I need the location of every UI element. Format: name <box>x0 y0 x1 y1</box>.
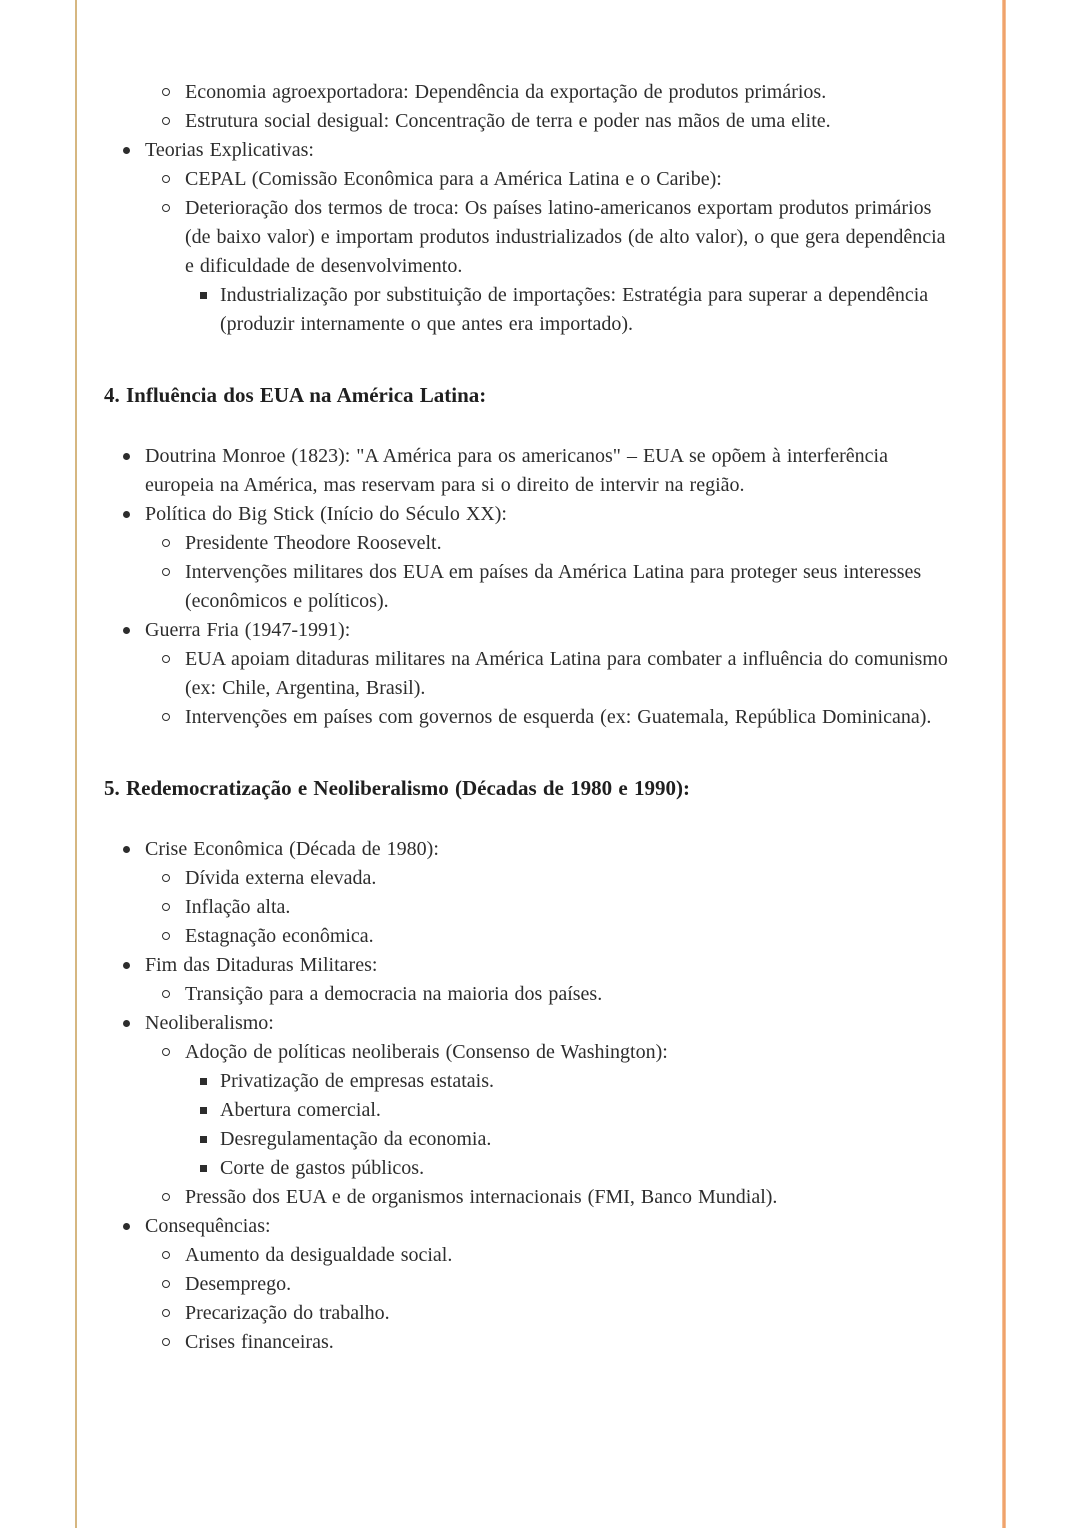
list-item-text: Intervenções militares dos EUA em países da América Latina para proteger seus interesses (econômicos e políticos). <box>185 561 922 612</box>
list-item <box>104 1183 952 1212</box>
list-item <box>104 703 952 732</box>
page-right-border-line <box>1002 0 1006 1528</box>
list-item <box>104 922 952 951</box>
bullet-square-icon <box>200 1136 207 1143</box>
bullet-disc-icon <box>123 627 130 634</box>
list-item-text: Crise Econômica (Década de 1980): <box>145 838 439 860</box>
bullet-circle-icon <box>162 1338 170 1346</box>
list-item-text: Política do Big Stick (Início do Século XX): <box>145 503 507 525</box>
bullet-circle-icon <box>162 88 170 96</box>
bullet-circle-icon <box>162 1251 170 1259</box>
list-item-text: Pressão dos EUA e de organismos internacionais (FMI, Banco Mundial). <box>185 1186 778 1208</box>
list-item-text: Crises financeiras. <box>185 1331 334 1353</box>
bullet-disc-icon <box>123 147 130 154</box>
bullet-disc-icon <box>123 962 130 969</box>
list-item-text: Estrutura social desigual: Concentração de terra e poder nas mãos de uma elite. <box>185 110 831 132</box>
section-heading-5: 5. Redemocratização e Neoliberalismo (Décadas de 1980 e 1990): <box>104 776 690 800</box>
list-item-text: CEPAL (Comissão Econômica para a América Latina e o Caribe): <box>185 168 722 190</box>
page-left-border-line <box>75 0 77 1528</box>
list-item-text: EUA apoiam ditaduras militares na América Latina para combater a influência do comunismo (ex: Chile, Argentina, Brasil). <box>185 648 948 699</box>
list-item-text: Teorias Explicativas: <box>145 139 314 161</box>
list-item <box>104 529 952 558</box>
list-item <box>104 1038 952 1067</box>
list-item <box>104 616 952 645</box>
list-item <box>104 864 952 893</box>
list-item-text: Intervenções em países com governos de esquerda (ex: Guatemala, República Dominicana). <box>185 706 932 728</box>
list-item-text: Estagnação econômica. <box>185 925 374 947</box>
bullet-circle-icon <box>162 990 170 998</box>
list-item <box>104 194 952 281</box>
list-item <box>104 1212 952 1241</box>
list-item <box>104 1328 952 1357</box>
bullet-circle-icon <box>162 175 170 183</box>
list-item <box>104 165 952 194</box>
list-item-text: Desregulamentação da economia. <box>220 1128 492 1150</box>
list-item <box>104 1096 952 1125</box>
bullet-circle-icon <box>162 655 170 663</box>
list-item <box>104 1241 952 1270</box>
list-item <box>104 645 952 703</box>
bullet-circle-icon <box>162 713 170 721</box>
list-item <box>104 281 952 339</box>
list-item-text: Transição para a democracia na maioria dos países. <box>185 983 603 1005</box>
list-item-text: Fim das Ditaduras Militares: <box>145 954 378 976</box>
bullet-circle-icon <box>162 903 170 911</box>
document-content <box>104 78 952 1357</box>
section-heading-4: 4. Influência dos EUA na América Latina: <box>104 383 487 407</box>
list-item <box>104 1009 952 1038</box>
bullet-square-icon <box>200 292 207 299</box>
bullet-circle-icon <box>162 117 170 125</box>
bullet-disc-icon <box>123 1020 130 1027</box>
list-item-text: Desemprego. <box>185 1273 292 1295</box>
list-item-text: Aumento da desigualdade social. <box>185 1244 453 1266</box>
list-item <box>104 442 952 500</box>
list-item <box>104 835 952 864</box>
bullet-square-icon <box>200 1107 207 1114</box>
list-item <box>104 500 952 529</box>
list-item-text: Deterioração dos termos de troca: Os países latino-americanos exportam produtos primários (de baixo valor) e importam produtos industrializados (de alto valor), o que gera dependência e dificuldade de desenvolvimento. <box>185 197 946 277</box>
list-item <box>104 78 952 107</box>
list-item <box>104 136 952 165</box>
list-item <box>104 951 952 980</box>
list-item-text: Privatização de empresas estatais. <box>220 1070 494 1092</box>
bullet-circle-icon <box>162 874 170 882</box>
list-item <box>104 1270 952 1299</box>
list-item <box>104 1067 952 1096</box>
bullet-circle-icon <box>162 1280 170 1288</box>
bullet-disc-icon <box>123 1223 130 1230</box>
list-item-text: Presidente Theodore Roosevelt. <box>185 532 442 554</box>
bullet-disc-icon <box>123 846 130 853</box>
list-item-text: Industrialização por substituição de importações: Estratégia para superar a dependência (produzir internamente o que antes era importado). <box>220 284 929 335</box>
list-item-text: Corte de gastos públicos. <box>220 1157 425 1179</box>
list-item-text: Precarização do trabalho. <box>185 1302 390 1324</box>
bullet-circle-icon <box>162 1048 170 1056</box>
bullet-circle-icon <box>162 932 170 940</box>
bullet-circle-icon <box>162 1309 170 1317</box>
list-item <box>104 980 952 1009</box>
list-item-text: Economia agroexportadora: Dependência da exportação de produtos primários. <box>185 81 827 103</box>
list-item <box>104 1299 952 1328</box>
bullet-circle-icon <box>162 204 170 212</box>
list-item-text: Inflação alta. <box>185 896 291 918</box>
list-item-text: Consequências: <box>145 1215 271 1237</box>
list-item-text: Doutrina Monroe (1823): "A América para os americanos" – EUA se opõem à interferência europeia na América, mas reservam para si o direito de intervir na região. <box>145 445 888 496</box>
list-item-text: Guerra Fria (1947-1991): <box>145 619 351 641</box>
list-item <box>104 893 952 922</box>
bullet-circle-icon <box>162 1193 170 1201</box>
bullet-disc-icon <box>123 453 130 460</box>
list-item <box>104 1154 952 1183</box>
list-item <box>104 107 952 136</box>
list-item-text: Neoliberalismo: <box>145 1012 274 1034</box>
bullet-square-icon <box>200 1165 207 1172</box>
list-item <box>104 558 952 616</box>
list-item-text: Dívida externa elevada. <box>185 867 377 889</box>
list-item-text: Adoção de políticas neoliberais (Consenso de Washington): <box>185 1041 668 1063</box>
bullet-disc-icon <box>123 511 130 518</box>
bullet-circle-icon <box>162 568 170 576</box>
list-item-text: Abertura comercial. <box>220 1099 381 1121</box>
list-item <box>104 1125 952 1154</box>
bullet-square-icon <box>200 1078 207 1085</box>
bullet-circle-icon <box>162 539 170 547</box>
